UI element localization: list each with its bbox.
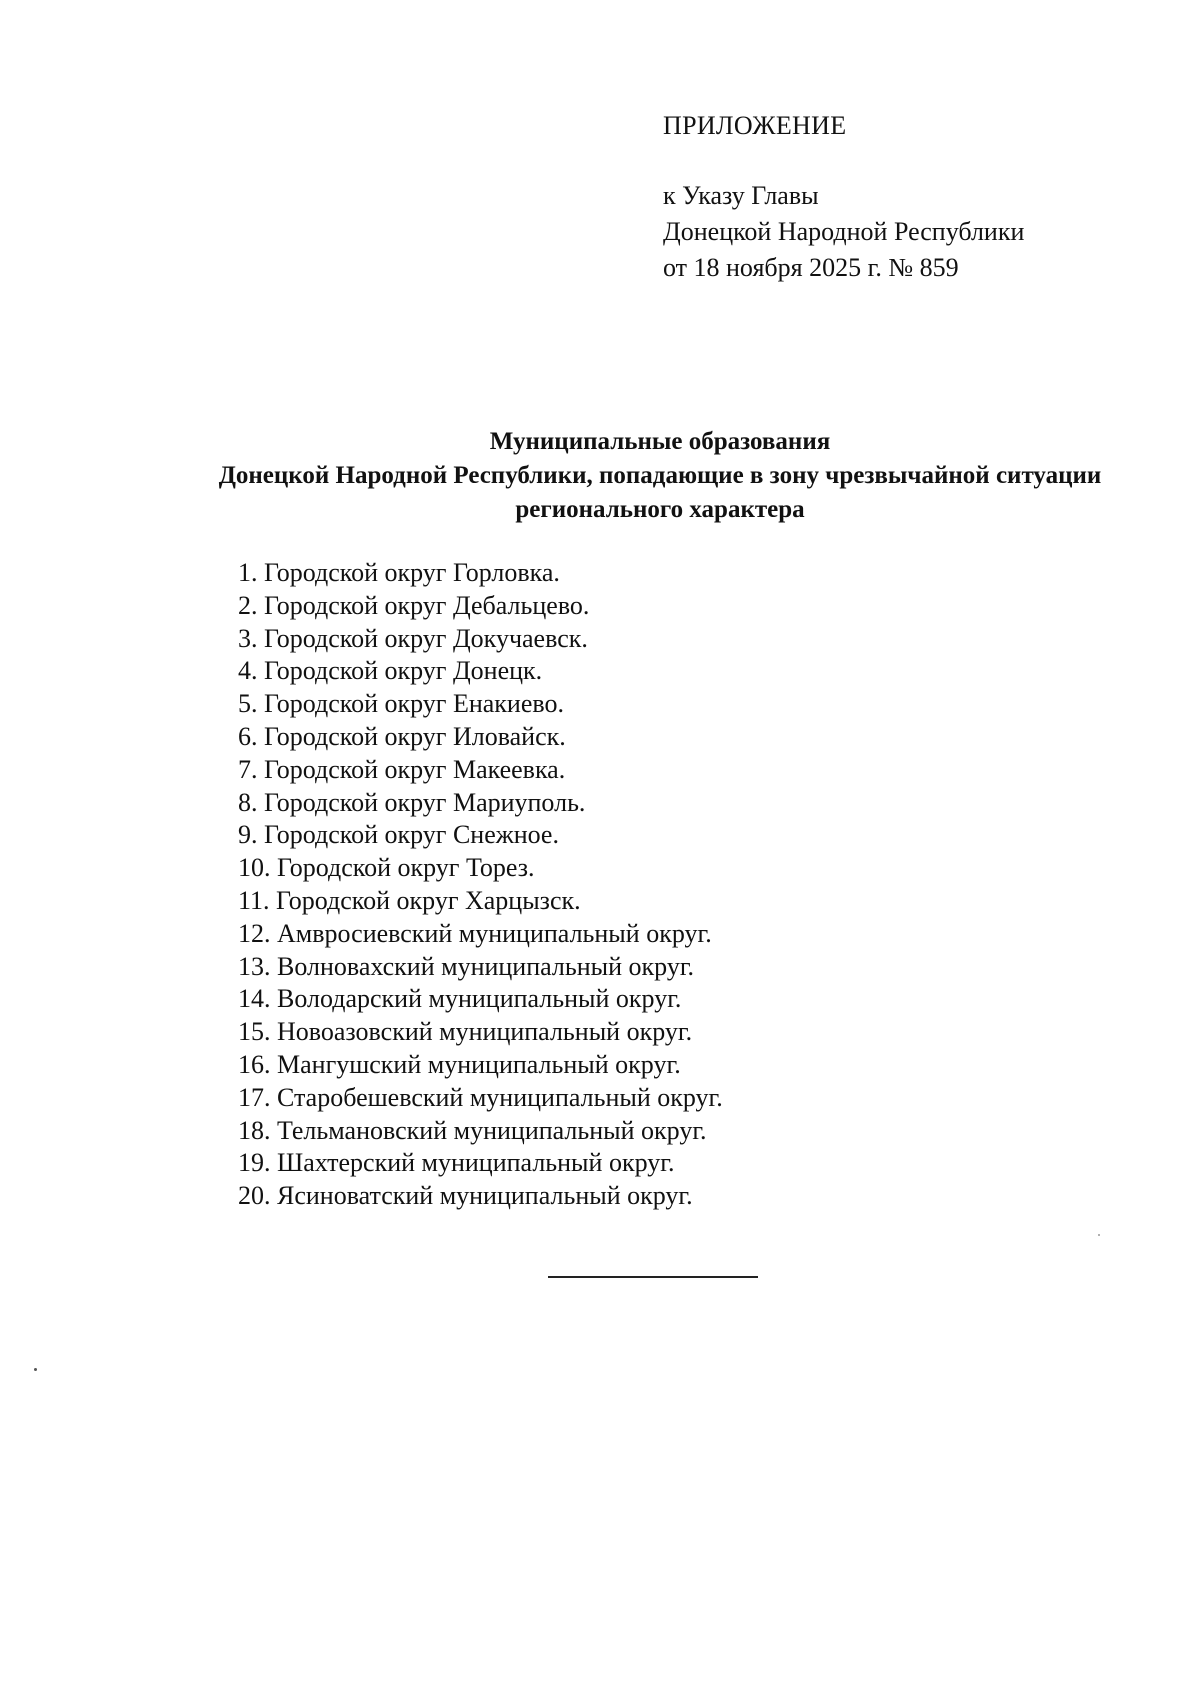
- list-item: 18. Тельмановский муниципальный округ.: [238, 1115, 707, 1145]
- appendix-block: [663, 108, 1024, 286]
- list-item: 19. Шахтерский муниципальный округ.: [238, 1148, 675, 1178]
- appendix-decree-line: к Указу Главы: [663, 181, 819, 210]
- municipalities-list: [238, 557, 723, 1213]
- list-item: 7. Городской округ Макеевка.: [238, 754, 566, 784]
- appendix-date-line: от 18 ноября 2025 г. № 859: [663, 253, 959, 282]
- list-item: 8. Городской округ Мариуполь.: [238, 787, 586, 817]
- list-item: 17. Старобешевский муниципальный округ.: [238, 1082, 723, 1112]
- list-item: 4. Городской округ Донецк.: [238, 656, 543, 686]
- list-item: 6. Городской округ Иловайск.: [238, 721, 566, 751]
- end-divider: [548, 1276, 758, 1278]
- title-line-3: регионального характера: [515, 496, 805, 523]
- appendix-republic-line: Донецкой Народной Республики: [663, 217, 1025, 246]
- appendix-heading: ПРИЛОЖЕНИЕ: [663, 111, 847, 140]
- title-line-2: Донецкой Народной Республики, попадающие в зону чрезвычайной ситуации: [218, 462, 1102, 489]
- list-item: 13. Волновахский муниципальный округ.: [238, 951, 695, 981]
- list-item: 2. Городской округ Дебальцево.: [238, 590, 590, 620]
- list-item: 14. Володарский муниципальный округ.: [238, 984, 682, 1014]
- list-item: 16. Мангушский муниципальный округ.: [238, 1049, 681, 1079]
- list-item: 5. Городской округ Енакиево.: [238, 689, 564, 719]
- list-item: 15. Новоазовский муниципальный округ.: [238, 1017, 693, 1047]
- title-line-1: Муниципальные образования: [489, 428, 831, 455]
- list-item: 9. Городской округ Снежное.: [238, 820, 559, 850]
- list-item: 1. Городской округ Горловка.: [238, 558, 560, 587]
- list-item: 11. Городской округ Харцызск.: [238, 885, 581, 915]
- list-item: 3. Городской округ Докучаевск.: [238, 623, 588, 653]
- document-title: [120, 425, 1200, 527]
- scan-speck: [1098, 1234, 1100, 1236]
- list-item: 20. Ясиноватский муниципальный округ.: [238, 1181, 693, 1211]
- list-item: 10. Городской округ Торез.: [238, 853, 535, 883]
- list-item: 12. Амвросиевский муниципальный округ.: [238, 918, 712, 948]
- scan-speck: [34, 1368, 37, 1371]
